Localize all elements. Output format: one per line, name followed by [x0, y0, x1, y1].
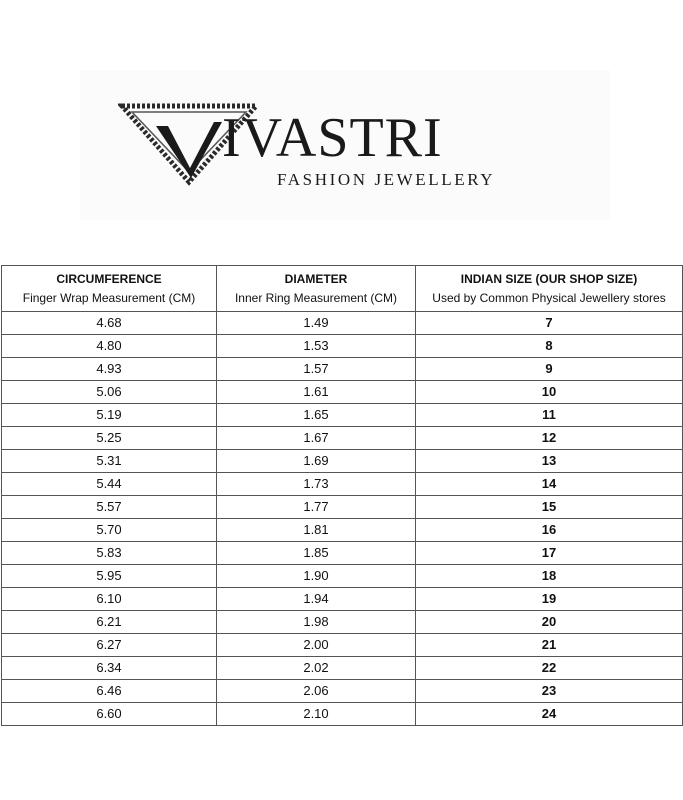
header-subtitle: Finger Wrap Measurement (CM)	[22, 290, 196, 305]
size-cell: 22	[416, 657, 683, 680]
circumference-cell: 6.21	[2, 611, 217, 634]
ring-size-table	[1, 265, 683, 726]
circumference-cell: 4.80	[2, 335, 217, 358]
header-title: CIRCUMFERENCE	[56, 271, 162, 286]
table-row	[2, 657, 683, 680]
size-cell: 12	[416, 427, 683, 450]
header-subtitle: Used by Common Physical Jewellery stores	[432, 290, 666, 305]
table-row	[2, 519, 683, 542]
table-row	[2, 634, 683, 657]
circumference-cell: 5.44	[2, 473, 217, 496]
header-subtitle: Inner Ring Measurement (CM)	[234, 290, 398, 305]
table-row	[2, 565, 683, 588]
table-row	[2, 588, 683, 611]
header-diameter	[217, 266, 416, 312]
diameter-cell: 1.94	[217, 588, 416, 611]
size-cell: 10	[416, 381, 683, 404]
table-row	[2, 703, 683, 726]
diameter-cell: 1.49	[217, 312, 416, 335]
circumference-cell: 5.31	[2, 450, 217, 473]
diameter-cell: 1.67	[217, 427, 416, 450]
diameter-cell: 1.90	[217, 565, 416, 588]
size-cell: 8	[416, 335, 683, 358]
diameter-cell: 1.61	[217, 381, 416, 404]
table-header-row	[2, 266, 683, 312]
circumference-cell: 5.25	[2, 427, 217, 450]
diameter-cell: 1.69	[217, 450, 416, 473]
header-indian-size	[416, 266, 683, 312]
table-row	[2, 450, 683, 473]
diameter-cell: 1.57	[217, 358, 416, 381]
table-row	[2, 381, 683, 404]
circumference-cell: 4.68	[2, 312, 217, 335]
diameter-cell: 1.85	[217, 542, 416, 565]
table-row	[2, 680, 683, 703]
diameter-cell: 1.98	[217, 611, 416, 634]
size-cell: 21	[416, 634, 683, 657]
diameter-cell: 1.77	[217, 496, 416, 519]
circumference-cell: 6.27	[2, 634, 217, 657]
size-cell: 7	[416, 312, 683, 335]
circumference-cell: 5.70	[2, 519, 217, 542]
table-row	[2, 404, 683, 427]
table-row	[2, 473, 683, 496]
size-cell: 9	[416, 358, 683, 381]
table-row	[2, 611, 683, 634]
diameter-cell: 2.06	[217, 680, 416, 703]
circumference-cell: 5.57	[2, 496, 217, 519]
header-title: DIAMETER	[284, 271, 348, 286]
circumference-cell: 5.83	[2, 542, 217, 565]
table-row	[2, 358, 683, 381]
circumference-cell: 4.93	[2, 358, 217, 381]
circumference-cell: 5.06	[2, 381, 217, 404]
table-row	[2, 335, 683, 358]
size-cell: 13	[416, 450, 683, 473]
diameter-cell: 1.73	[217, 473, 416, 496]
size-cell: 24	[416, 703, 683, 726]
size-cell: 16	[416, 519, 683, 542]
circumference-cell: 6.60	[2, 703, 217, 726]
header-title: INDIAN SIZE (OUR SHOP SIZE)	[460, 271, 638, 286]
table-row	[2, 427, 683, 450]
diameter-cell: 1.53	[217, 335, 416, 358]
diameter-cell: 1.81	[217, 519, 416, 542]
circumference-cell: 5.19	[2, 404, 217, 427]
circumference-cell: 6.34	[2, 657, 217, 680]
diameter-cell: 2.10	[217, 703, 416, 726]
diameter-cell: 2.02	[217, 657, 416, 680]
size-cell: 18	[416, 565, 683, 588]
size-cell: 19	[416, 588, 683, 611]
circumference-cell: 5.95	[2, 565, 217, 588]
table-row	[2, 496, 683, 519]
circumference-cell: 6.46	[2, 680, 217, 703]
header-circumference	[2, 266, 217, 312]
size-cell: 23	[416, 680, 683, 703]
diameter-cell: 2.00	[217, 634, 416, 657]
brand-name: IVASTRI	[222, 107, 443, 169]
diameter-cell: 1.65	[217, 404, 416, 427]
circumference-cell: 6.10	[2, 588, 217, 611]
size-cell: 11	[416, 404, 683, 427]
table-row	[2, 542, 683, 565]
size-cell: 20	[416, 611, 683, 634]
size-cell: 14	[416, 473, 683, 496]
brand-tagline: FASHION JEWELLERY	[277, 170, 496, 189]
table-row	[2, 312, 683, 335]
size-cell: 15	[416, 496, 683, 519]
size-cell: 17	[416, 542, 683, 565]
